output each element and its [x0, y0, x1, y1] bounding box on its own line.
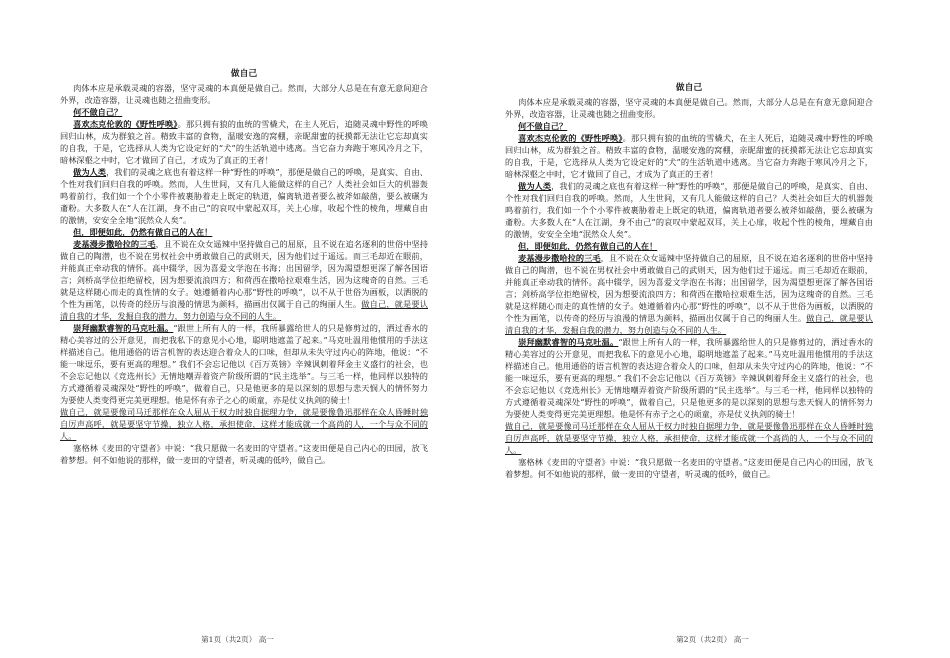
paragraph-mark-twain: 崇拜幽默睿智的马克吐温。“跟世上所有人的一样，我所暴露给世人的只是修剪过的，洒过香水的精心美容过的公开意见，而把我私下的意见小心地，聪明地遮盖了起来。”马克吐温用他惯用的手法这样描述自己。他用通俗的语言机智的表达迎合着众人的口味，但却从未失守过内心的阵地，他说：“不能一味逗乐，要有更高的理想。” 我们不会忘记他以《百万英镑》辛辣讽刺着拜金主义盛行的社会，也不会忘记他以《竞选州长》无情地嘲弄着资产阶级所谓的“民主选举”。与三毛一样，他同样以独特的方式遵循着灵魂深处“野性的呼唤”，做着自己，只是他更多的是以深刻的思想与悲天悯人的情怀努力为要使人类变得更完美更理想。他是怀有赤子之心的顽童，亦是仗义执剑的骑士！ [60, 323, 428, 405]
question-heading: 何不做自己？ [518, 121, 568, 131]
paragraph-sanmao: 麦基漫步撒哈拉的三毛，且不说在众女遥辣中坚持做自己的屈原，且不说在追名逐利的世俗中坚持做自己的陶潜，也不说在男权社会中勇敢做自己的武则天，因为他们过于遥远。而三毛却近在眼前，并能真正牵动我的情怀。高中辍学，因为喜爱文学泡在书海；出国留学，因为渴望想更深了解各国语言；剑桥高学位拒绝留校，因为想要流浪四方；和荷西在撒哈拉艰难生活，因为这瑰奇的自然。三毛就是这样随心而走的真性情的女子。她遵循着内心那“野性的呼唤”，以不从于世俗为画板，以洒脱的个性为画笔，以传奇的经历与浪漫的情思为颜料，描画出仅属于自己的绚丽人生。做自己，就是要认清自我的才华，发掘自我的潜力，努力创造与众不同的人生。 [505, 253, 873, 335]
paragraph-closing: 塞格林《麦田的守望者》中说：“我只愿做一名麦田的守望者。”这麦田便是自己内心的田园，放飞着梦想。何不如他说的那样，做一麦田的守望者，听灵魂的低吟，做自己。 [505, 457, 873, 479]
paragraph-sanmao: 麦基漫步撒哈拉的三毛，且不说在众女遥辣中坚持做自己的屈原，且不说在追名逐利的世俗中坚持做自己的陶潜，也不说在男权社会中勇敢做自己的武则天，因为他们过于遥远。而三毛却近在眼前，并能真正牵动我的情怀。高中辍学，因为喜爱文学泡在书海；出国留学，因为渴望想更深了解各国语言；剑桥高学位拒绝留校，因为想要流浪四方；和荷西在撒哈拉艰难生活，因为这瑰奇的自然。三毛就是这样随心而走的真性情的女子。她遵循着内心那“野性的呼唤”，以不从于世俗为画板，以洒脱的个性为画笔，以传奇的经历与浪漫的情思为颜料，描画出仅属于自己的绚丽人生。做自己，就是要认清自我的才华，发掘自我的潜力，努力创造与众不同的人生。 [60, 239, 428, 321]
intro-paragraph: 肉体本应是承载灵魂的容器，坚守灵魂的本真便是做自己。然而，大部分人总是在有意无意间迎合外界，改造容器，让灵魂也随之扭曲变形。 [505, 97, 873, 119]
intro-paragraph: 肉体本应是承载灵魂的容器，坚守灵魂的本真便是做自己。然而，大部分人总是在有意无意间迎合外界，改造容器，让灵魂也随之扭曲变形。 [60, 83, 428, 105]
turning-heading: 但，即便如此，仍然有做自己的人在！ [518, 241, 658, 251]
turning-heading: 但，即便如此，仍然有做自己的人在！ [73, 227, 213, 237]
page-footer: 第2页（共2页） 高一 [676, 635, 749, 644]
question-heading: 何不做自己？ [73, 107, 123, 117]
page-2 [475, 0, 950, 658]
paragraph-humans: 做为人类，我们的灵魂之底也有着这样一种“野性的呼唤”，那便是做自己的呼唤，是真实、自由、个性对我们回归自我的呼唤。然而，人生世间，又有几人能做这样的自己？人类社会如巨大的机器轰鸣着前行，我们如一个个小零件被裹胁着走上既定的轨道，偏离轨道者要么被斧如敲凿，要么被碾为齑粉。大多数人在“人在江湖，身不由己”的哀叹中蒙起双耳，关上心扉，收起个性的棱角，埋藏自由的激情，安安全全地“泯然众人矣”。 [60, 167, 428, 225]
paragraph-conclusion: 做自己，就是要像司马迁那样在众人屈从于权力时独自据理力争，就是要像鲁迅那样在众人昏睡时独自厉声高呼，就是要坚守节操，独立人格，承担使命，这样才能成就一个高尚的人，一个与众不同的人。 [505, 421, 873, 455]
paragraph-call-of-wild: 喜欢杰克伦敦的《野性呼唤》。那只拥有狼的血统的雪橇犬，在主人死后，追随灵魂中野性的呼唤回归山林，成为群狼之首。精致丰富的食物，温暖安逸的窝棚，亲昵甜蜜的抚摸都无法让它忘却真实的自我，于是，它选择从人类为它设定好的“犬”的生活轨道中逃离。当它奋力奔跑于寒风冷月之下，暗林深壑之中时，它才做回了自己，才成为了真正的王者！ [60, 119, 428, 165]
paragraph-call-of-wild: 喜欢杰克伦敦的《野性呼唤》。那只拥有狼的血统的雪橇犬，在主人死后，追随灵魂中野性的呼唤回归山林，成为群狼之首。精致丰富的食物，温暖安逸的窝棚，亲昵甜蜜的抚摸都无法让它忘却真实的自我，于是，它选择从人类为它设定好的“犬”的生活轨道中逃离。当它奋力奔跑于寒风冷月之下，暗林深壑之中时，它才做回了自己，才成为了真正的王者！ [505, 133, 873, 179]
essay-title: 做自己 [230, 69, 258, 79]
paragraph-mark-twain: 崇拜幽默睿智的马克吐温。“跟世上所有人的一样，我所暴露给世人的只是修剪过的，洒过香水的精心美容过的公开意见，而把我私下的意见小心地，聪明地遮盖了起来。”马克吐温用他惯用的手法这样描述自己。他用通俗的语言机智的表达迎合着众人的口味，但却从未失守过内心的阵地，他说：“不能一味逗乐，要有更高的理想。” 我们不会忘记他以《百万英镑》辛辣讽刺着拜金主义盛行的社会，也不会忘记他以《竞选州长》无情地嘲弄着资产阶级所谓的“民主选举”。与三毛一样，他同样以独特的方式遵循着灵魂深处“野性的呼唤”，做着自己，只是他更多的是以深刻的思想与悲天悯人的情怀努力为要使人类变得更完美更理想。他是怀有赤子之心的顽童，亦是仗义执剑的骑士！ [505, 337, 873, 419]
page-1-content [60, 68, 428, 466]
page-2-content [505, 82, 873, 480]
essay-title: 做自己 [675, 83, 703, 93]
paragraph-humans: 做为人类，我们的灵魂之底也有着这样一种“野性的呼唤”，那便是做自己的呼唤，是真实、自由、个性对我们回归自我的呼唤。然而，人生世间，又有几人能做这样的自己？人类社会如巨大的机器轰鸣着前行，我们如一个个小零件被裹胁着走上既定的轨道，偏离轨道者要么被斧如敲凿，要么被碾为齑粉。大多数人在“人在江湖，身不由己”的哀叹中蒙起双耳，关上心扉，收起个性的棱角，埋藏自由的激情，安安全全地“泯然众人矣”。 [505, 181, 873, 239]
paragraph-conclusion: 做自己，就是要像司马迁那样在众人屈从于权力时独自据理力争，就是要像鲁迅那样在众人昏睡时独自厉声高呼，就是要坚守节操，独立人格，承担使命，这样才能成就一个高尚的人，一个与众不同的人。 [60, 407, 428, 441]
page-footer: 第1页（共2页） 高一 [201, 635, 274, 644]
paragraph-closing: 塞格林《麦田的守望者》中说：“我只愿做一名麦田的守望者。”这麦田便是自己内心的田园，放飞着梦想。何不如他说的那样，做一麦田的守望者，听灵魂的低吟，做自己。 [60, 443, 428, 465]
